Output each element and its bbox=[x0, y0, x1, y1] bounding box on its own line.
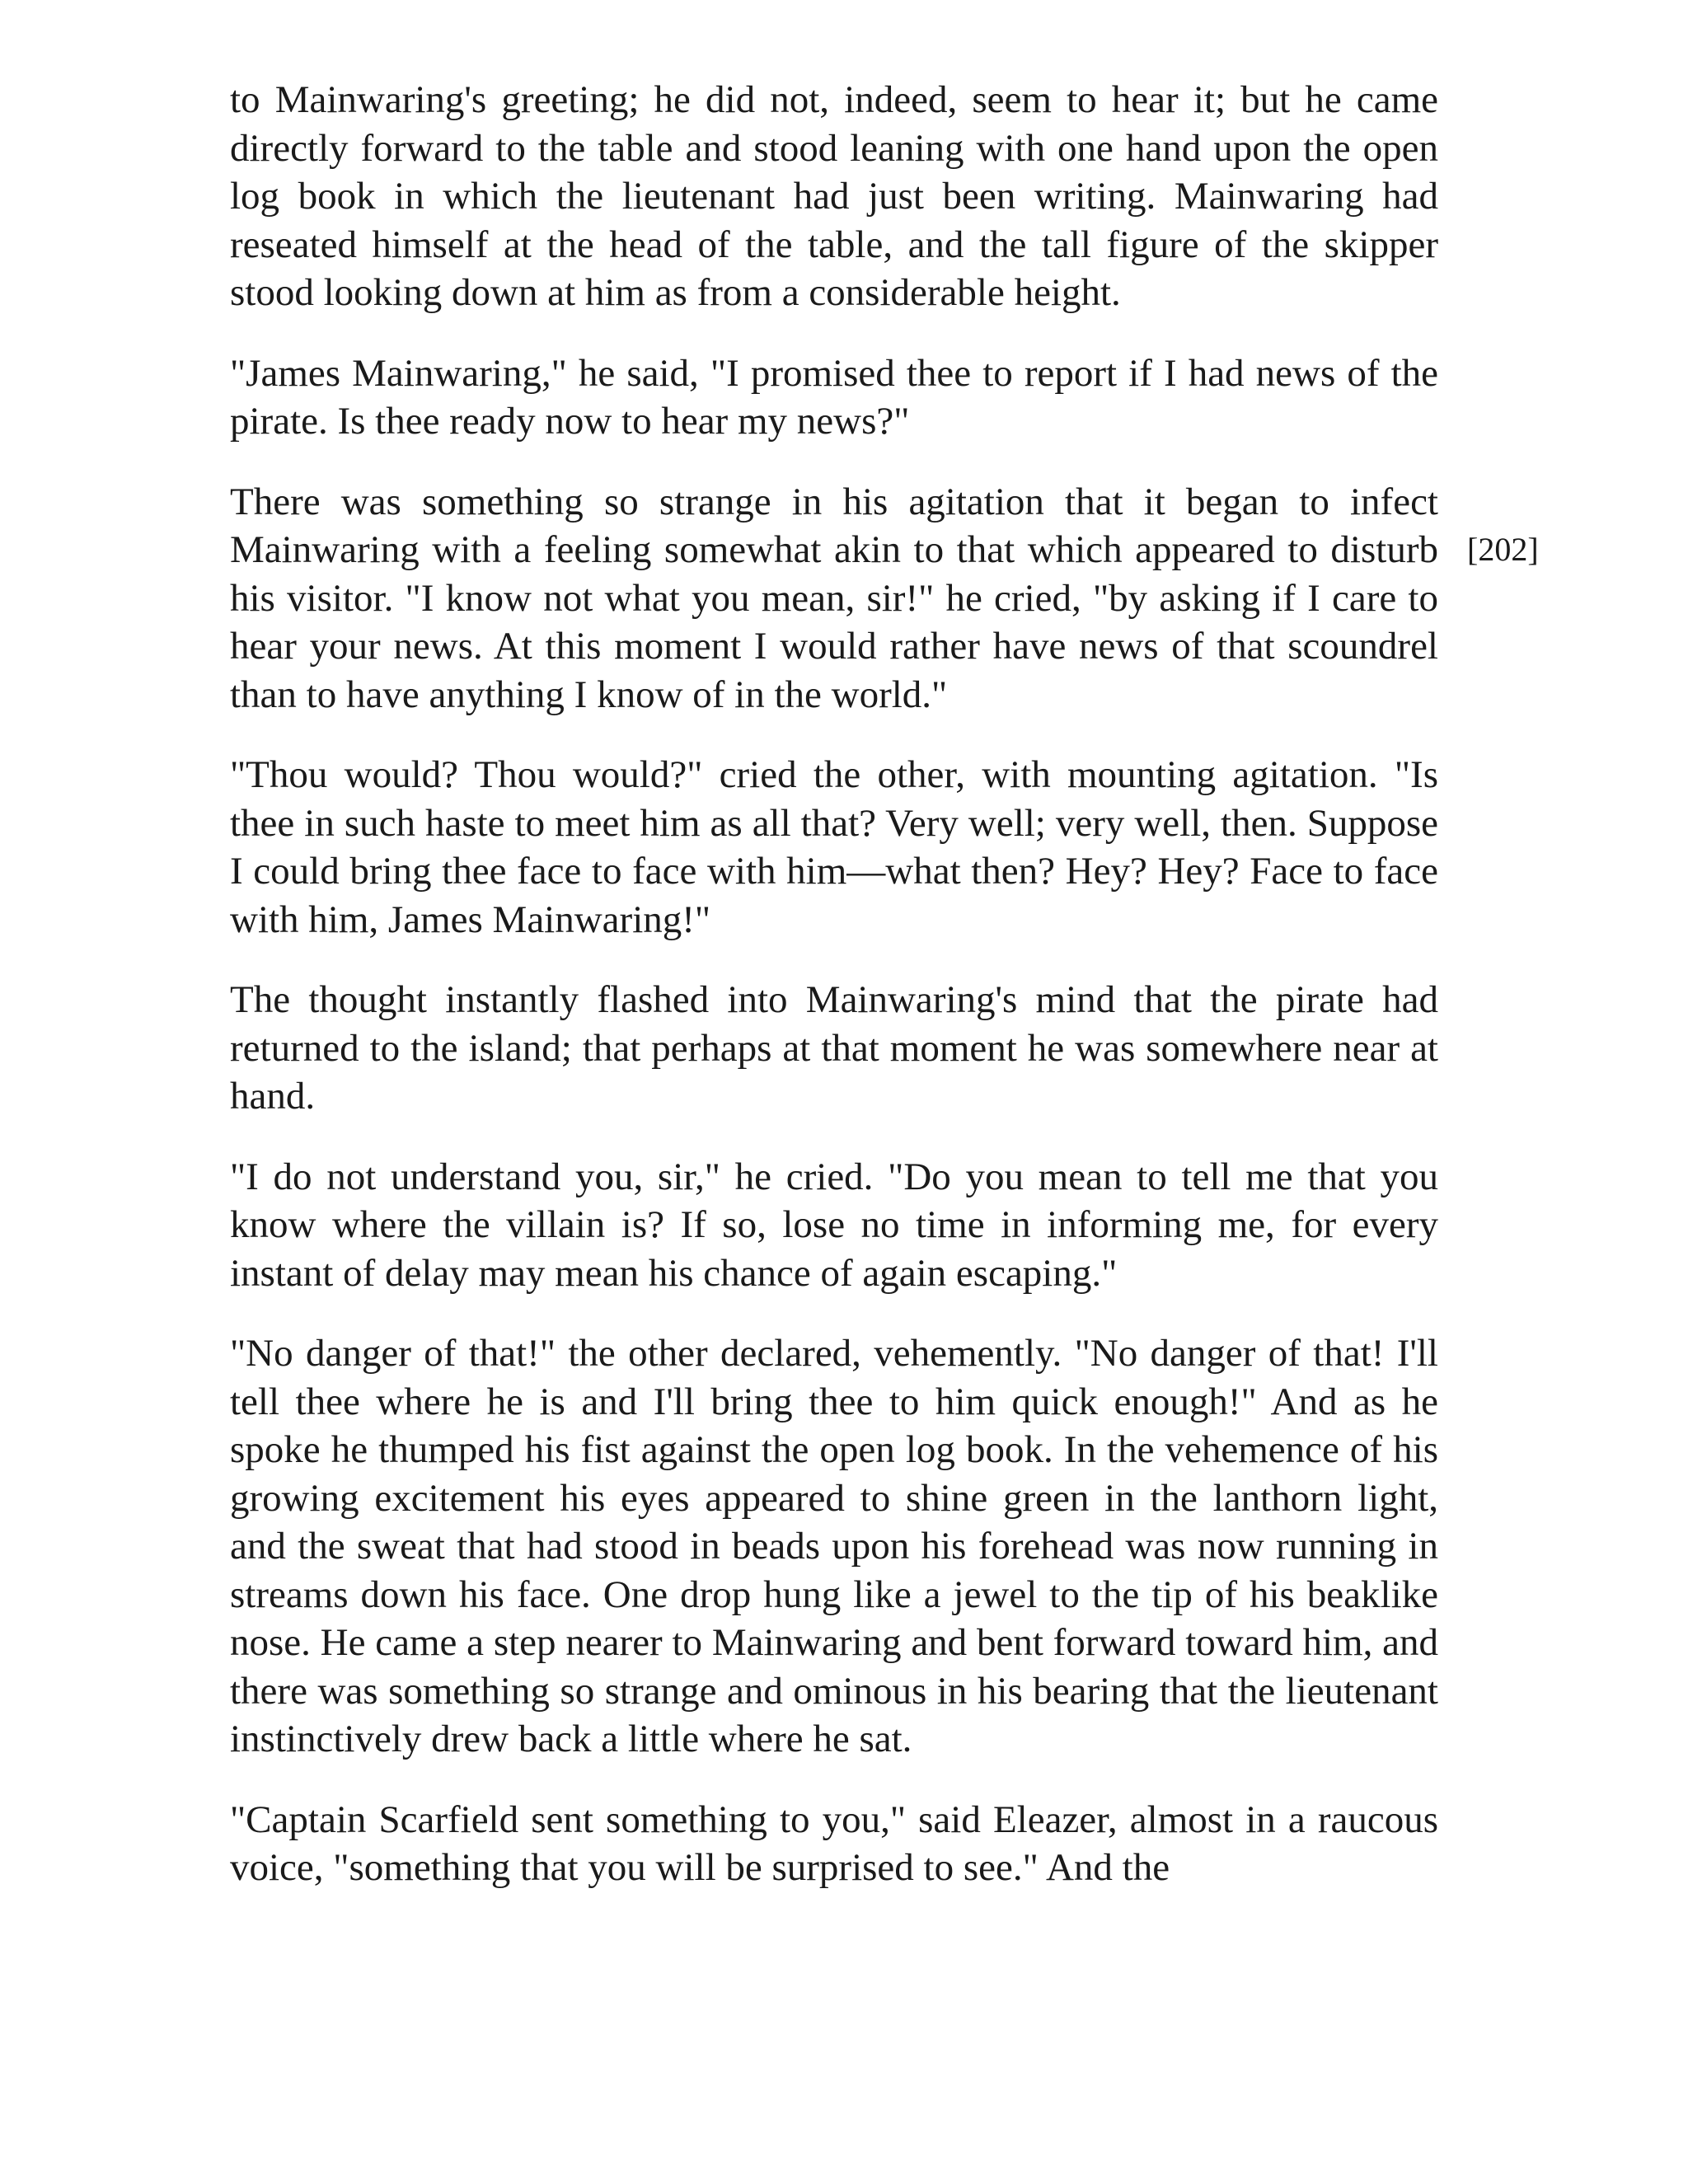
page-number: [202] bbox=[1467, 531, 1539, 568]
paragraph-5: The thought instantly flashed into Mainwaring's mind that the pirate had returned to the island; that perhaps at that moment he was somewhere near at hand. bbox=[230, 978, 1438, 1118]
paragraph-3: There was something so strange in his agitation that it began to infect Mainwaring with a feeling somewhat akin to that which appeared to disturb his visitor. "I know not what you mean, sir!" he cried, "by asking if I care to hear your news. At this moment I would rather have news of that scoundrel than to have anything I know of in the world." bbox=[230, 480, 1438, 716]
paragraph-1: to Mainwaring's greeting; he did not, indeed, seem to hear it; but he came directly forward to the table and stood leaning with one hand upon the open log book in which the lieutenant had just been writing. Mainwaring had reseated himself at the head of the table, and the tall figure of the skipper stood looking down at him as from a considerable height. bbox=[230, 78, 1438, 314]
paragraph-4: "Thou would? Thou would?" cried the other, with mounting agitation. "Is thee in such haste to meet him as all that? Very well; very well, then. Suppose I could bring thee face to face with him—what then? Hey? Hey? Face to face with him, James Mainwaring!" bbox=[230, 753, 1438, 941]
book-page-text bbox=[230, 76, 1438, 1924]
paragraph-2: "James Mainwaring," he said, "I promised thee to report if I had news of the pirate. Is thee ready now to hear my news?" bbox=[230, 351, 1438, 443]
paragraph-6: "I do not understand you, sir," he cried. "Do you mean to tell me that you know where the villain is? If so, lose no time in informing me, for every instant of delay may mean his chance of again escaping." bbox=[230, 1155, 1438, 1295]
paragraph-7: "No danger of that!" the other declared, vehemently. "No danger of that! I'll tell thee where he is and I'll bring thee to him quick enough!" And as he spoke he thumped his fist against the open log book. In the vehemence of his growing excitement his eyes appeared to shine green in the lanthorn light, and the sweat that had stood in beads upon his forehead was now running in streams down his face. One drop hung like a jewel to the tip of his beaklike nose. He came a step nearer to Mainwaring and bent forward toward him, and there was something so strange and ominous in his bearing that the lieutenant instinctively drew back a little where he sat. bbox=[230, 1332, 1438, 1760]
paragraph-8: "Captain Scarfield sent something to you," said Eleazer, almost in a raucous voice, "something that you will be surprised to see." And the bbox=[230, 1797, 1438, 1889]
